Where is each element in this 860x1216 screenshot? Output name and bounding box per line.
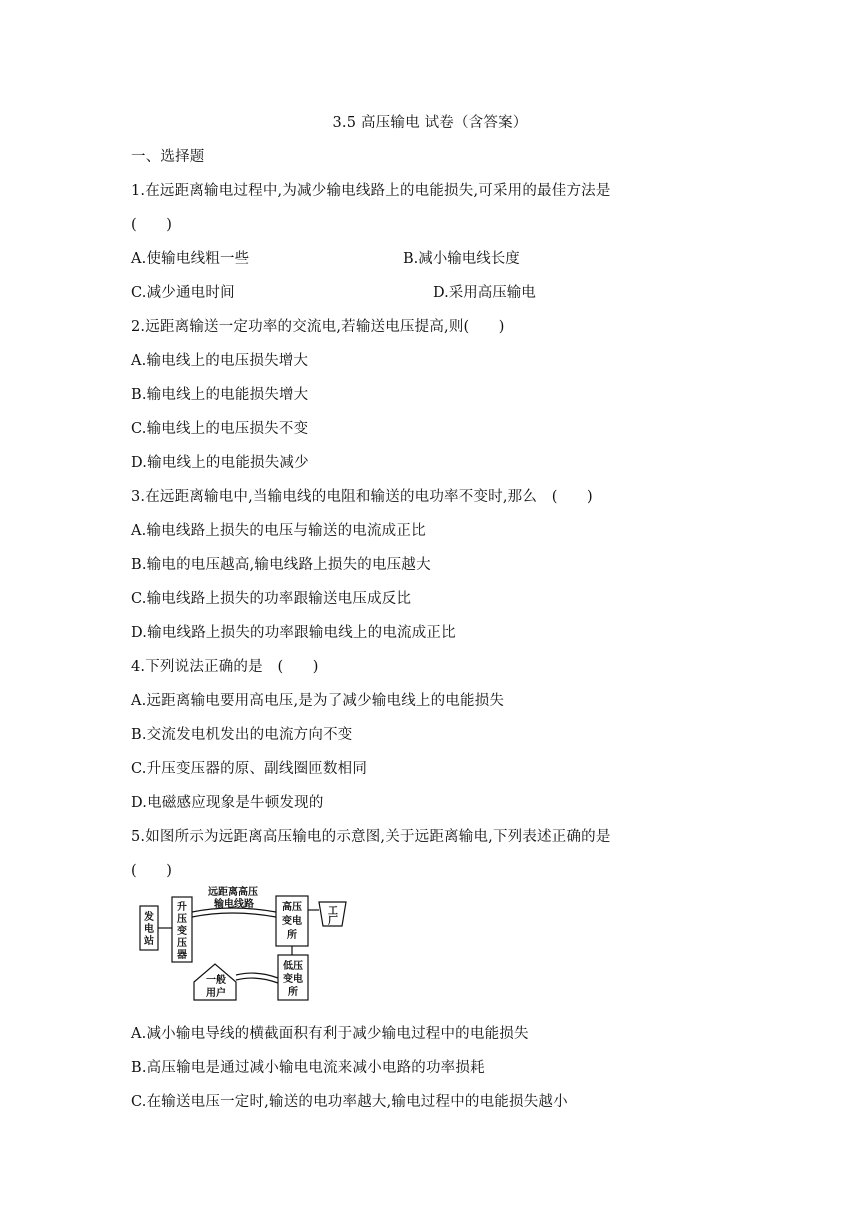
- power-station-label-2: 电: [144, 924, 154, 935]
- power-station-label-3: 站: [144, 936, 154, 947]
- question-3-option-d: D.输电线路上损失的功率跟输电线上的电流成正比: [131, 625, 456, 641]
- power-station-label-1: 发: [144, 912, 154, 923]
- factory-label-2: 厂: [328, 916, 338, 927]
- power-transmission-diagram: [136, 880, 376, 1005]
- document-title: 3.5 高压输电 试卷（含答案）: [332, 115, 528, 131]
- lv-substation-label-2: 变电: [283, 974, 303, 985]
- hv-substation-label-3: 所: [287, 930, 297, 941]
- step-up-label-1: 升: [177, 902, 187, 913]
- hv-substation-label-1: 高压: [282, 902, 302, 913]
- question-5-option-b: B.高压输电是通过减小输电电流来减小电路的功率损耗: [131, 1060, 485, 1076]
- question-4-option-d: D.电磁感应现象是牛顿发现的: [131, 795, 324, 811]
- question-3-option-c: C.输电线路上损失的功率跟输送电压成反比: [131, 591, 412, 607]
- line-label-2: 输电线路: [214, 899, 254, 910]
- question-5-stem-cont: ( ): [131, 863, 173, 879]
- question-2-option-c: C.输电线上的电压损失不变: [131, 421, 309, 437]
- factory-label-1: 工: [328, 906, 338, 917]
- question-2-option-b: B.输电线上的电能损失增大: [131, 387, 309, 403]
- lv-substation-label-3: 所: [288, 987, 298, 998]
- question-4-option-b: B.交流发电机发出的电流方向不变: [131, 727, 353, 743]
- user-label-1: 一般: [206, 975, 226, 986]
- section-heading: 一、选择题: [131, 149, 205, 165]
- user-label-2: 用户: [206, 988, 226, 999]
- question-5-option-c: C.在输送电压一定时,输送的电功率越大,输电过程中的电能损失越小: [131, 1094, 568, 1110]
- step-up-label-5: 器: [177, 950, 187, 961]
- question-5-option-a: A.减小输电导线的横截面积有利于减少输电过程中的电能损失: [131, 1026, 529, 1042]
- step-up-label-2: 压: [177, 914, 187, 925]
- question-3-stem: 3.在远距离输电中,当输电线的电阻和输送的电功率不变时,那么 ( ): [131, 489, 593, 505]
- question-2-option-d: D.输电线上的电能损失减少: [131, 455, 309, 471]
- lv-substation-label-1: 低压: [283, 961, 303, 972]
- question-4-stem: 4.下列说法正确的是 ( ): [131, 659, 319, 675]
- line-label-1: 远距离高压: [208, 887, 258, 898]
- question-1-option-a: A.使输电线粗一些: [131, 251, 250, 267]
- step-up-label-4: 压: [177, 938, 187, 949]
- question-1-option-b: B.减小输电线长度: [403, 251, 520, 267]
- step-up-label-3: 变: [177, 926, 187, 937]
- question-1-stem-cont: ( ): [131, 217, 173, 233]
- question-1-stem: 1.在远距离输电过程中,为减少输电线路上的电能损失,可采用的最佳方法是: [131, 183, 611, 199]
- question-5-stem: 5.如图所示为远距离高压输电的示意图,关于远距离输电,下列表述正确的是: [131, 829, 611, 845]
- question-4-option-c: C.升压变压器的原、副线圈匝数相同: [131, 761, 368, 777]
- question-3-option-b: B.输电的电压越高,输电线路上损失的电压越大: [131, 557, 431, 573]
- question-3-option-a: A.输电线路上损失的电压与输送的电流成正比: [131, 523, 426, 539]
- question-1-option-d: D.采用高压输电: [433, 285, 536, 301]
- question-2-stem: 2.远距离输送一定功率的交流电,若输送电压提高,则( ): [131, 319, 505, 335]
- hv-substation-label-2: 变电: [282, 916, 302, 927]
- question-1-option-c: C.减少通电时间: [131, 285, 235, 301]
- question-4-option-a: A.远距离输电要用高电压,是为了减少输电线上的电能损失: [131, 693, 505, 709]
- question-2-option-a: A.输电线上的电压损失增大: [131, 353, 309, 369]
